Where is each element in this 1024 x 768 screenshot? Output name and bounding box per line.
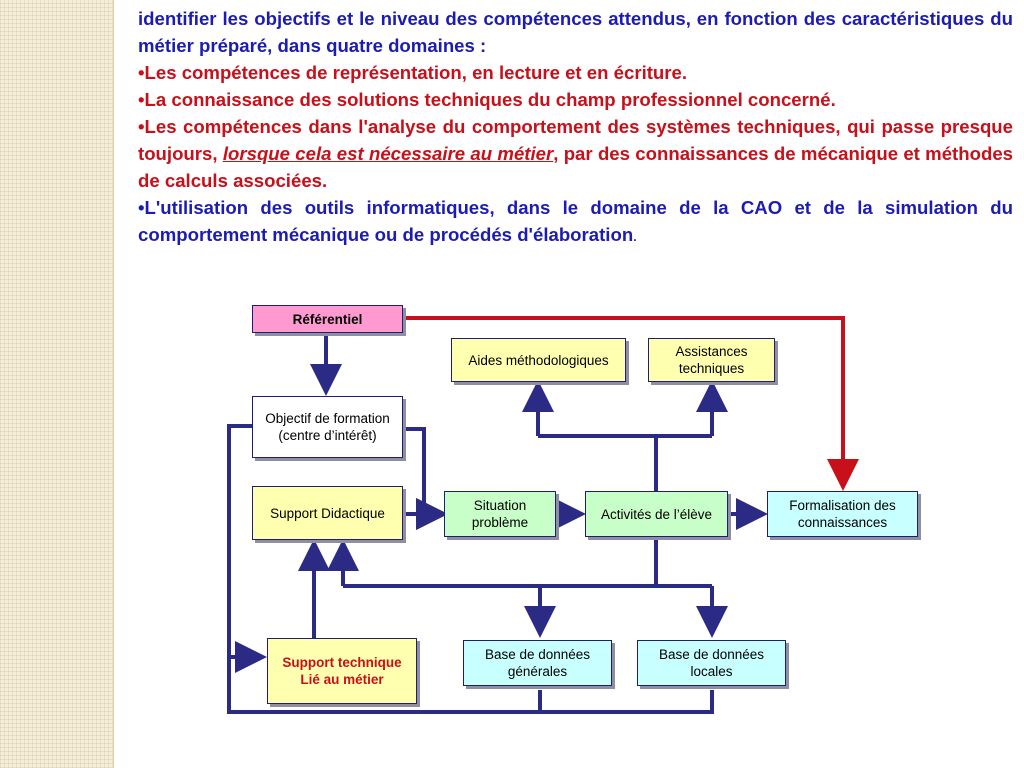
box-aides-label: Aides méthodologiques [468, 352, 609, 368]
arrow-objectif-situation [403, 429, 444, 514]
box-referentiel-label: Référentiel [292, 311, 363, 327]
bullet-3: •Les compétences dans l'analyse du comportement des systèmes techniques, qui passe presque toujours, lorsque cela est nécessaire au métier, par des connaissances de mécanique et méthodes de calculs associées. [138, 116, 1014, 191]
bullet-3-text-a: Les compétences dans l'analyse du comportement des systèmes techniques, qui passe presque toujours, [138, 116, 1013, 164]
box-objectif-formation [252, 396, 403, 458]
bullet-2: •La connaissance des solutions techniques du champ professionnel concerné. [138, 89, 836, 110]
bullet-4: •L'utilisation des outils informatiques, dans le domaine de la CAO et de la simulation du comportement mécanique ou de procédés d'élaboration. [138, 197, 1013, 245]
box-support-technique [267, 638, 417, 704]
box-situation-label: Situation problème [471, 498, 529, 530]
bullet-3-text-b: , par des connaissances de mécanique et méthodes de calculs associées. [138, 143, 1014, 191]
box-base-donnees-locales [637, 640, 786, 686]
box-base-locales-label: Base de données locales [658, 647, 765, 679]
box-activites-eleve [585, 491, 728, 537]
box-situation-probleme [444, 491, 556, 537]
box-activites-label: Activités de l’élève [600, 506, 713, 522]
bullet-1-text: Les compétences de représentation, en lecture et en écriture. [144, 62, 688, 83]
intro-text: identifier les objectifs et le niveau des compétences attendus, en fonction des caractéristiques du métier préparé, dans quatre domaines : [138, 8, 1013, 56]
bullet-2-text: La connaissance des solutions techniques du champ professionnel concerné. [144, 89, 836, 110]
box-support-didactique [252, 486, 403, 540]
box-formalisation [767, 491, 918, 537]
bullet-1: •Les compétences de représentation, en lecture et en écriture. [138, 62, 688, 83]
box-support-technique-label: Support technique Lié au métier [282, 655, 402, 687]
box-referentiel [252, 305, 403, 333]
bullet-3-underlined: lorsque cela est nécessaire au métier [222, 143, 554, 164]
bullet-4-end: . [633, 230, 637, 244]
bullet-4-text: L'utilisation des outils informatiques, dans le domaine de la CAO et de la simulation du comportement mécanique ou de procédés d'élaboration [138, 197, 1013, 245]
box-objectif-label: Objectif de formation (centre d’intérêt) [265, 411, 390, 443]
box-base-generales-label: Base de données générales [484, 647, 591, 679]
box-assistances-label: Assistances techniques [675, 344, 748, 376]
box-base-donnees-generales [463, 640, 612, 686]
box-assistances-techniques [648, 338, 775, 382]
box-aides-methodologiques [451, 338, 626, 382]
loop-objectif-technique [229, 426, 263, 657]
box-support-didactique-label: Support Didactique [270, 505, 385, 521]
box-formalisation-label: Formalisation des connaissances [789, 498, 896, 530]
